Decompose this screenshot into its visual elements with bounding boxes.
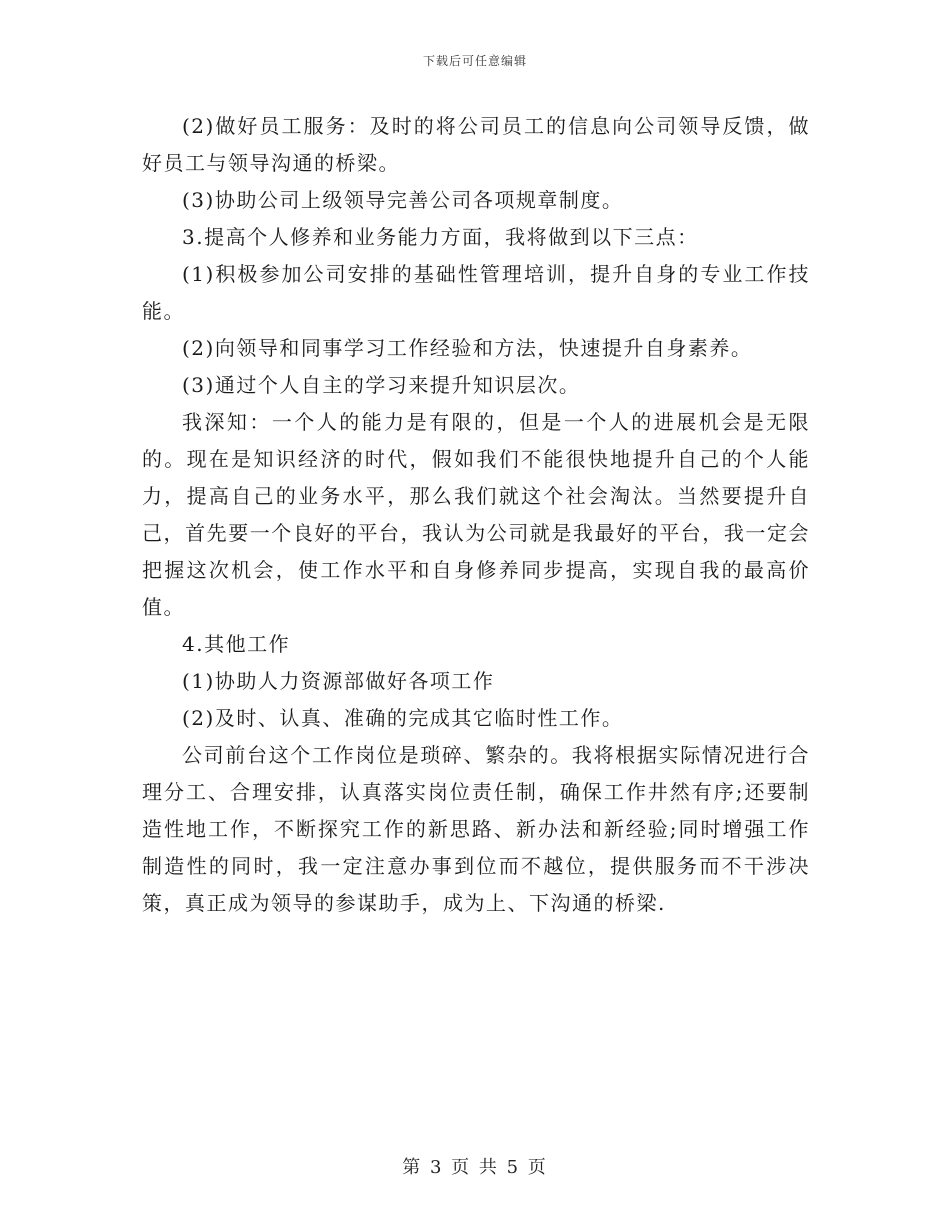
paragraph: (1)协助人力资源部做好各项工作 [182,669,495,693]
paragraph: 4.其他工作 [182,632,291,656]
paragraph: 3.提高个人修养和业务能力方面，我将做到以下三点： [182,225,699,249]
paragraph: (2)向领导和同事学习工作经验和方法，快速提升自身素养。 [182,336,753,360]
header-note: 下载后可任意编辑 [422,54,527,68]
document-body [142,108,810,922]
paragraph: (1)积极参加公司安排的基础性管理培训，提升自身的专业工作技能。 [142,262,810,323]
paragraph: (2)做好员工服务：及时的将公司员工的信息向公司领导反馈，做好员工与领导沟通的桥梁。 [142,114,810,175]
paragraph: (2)及时、认真、准确的完成其它临时性工作。 [182,706,624,730]
paragraph: (3)通过个人自主的学习来提升知识层次。 [182,373,581,397]
page-number: 第 3 页 共 5 页 [402,1157,548,1178]
paragraph: 我深知：一个人的能力是有限的，但是一个人的进展机会是无限的。现在是知识经济的时代，假如我们不能很快地提升自己的个人能力，提高自己的业务水平，那么我们就这个社会淘汰。当然要提升自己，首先要一个良好的平台，我认为公司就是我最好的平台，我一定会把握这次机会，使工作水平和自身修养同步提高，实现自我的最高价值。 [142,410,810,619]
paragraph: 公司前台这个工作岗位是琐碎、繁杂的。我将根据实际情况进行合理分工、合理安排，认真落实岗位责任制，确保工作井然有序;还要制造性地工作，不断探究工作的新思路、新办法和新经验;同时增强工作制造性的同时，我一定注意办事到位而不越位，提供服务而不干涉决策，真正成为领导的参谋助手，成为上、下沟通的桥梁. [142,743,810,915]
paragraph: (3)协助公司上级领导完善公司各项规章制度。 [182,188,624,212]
